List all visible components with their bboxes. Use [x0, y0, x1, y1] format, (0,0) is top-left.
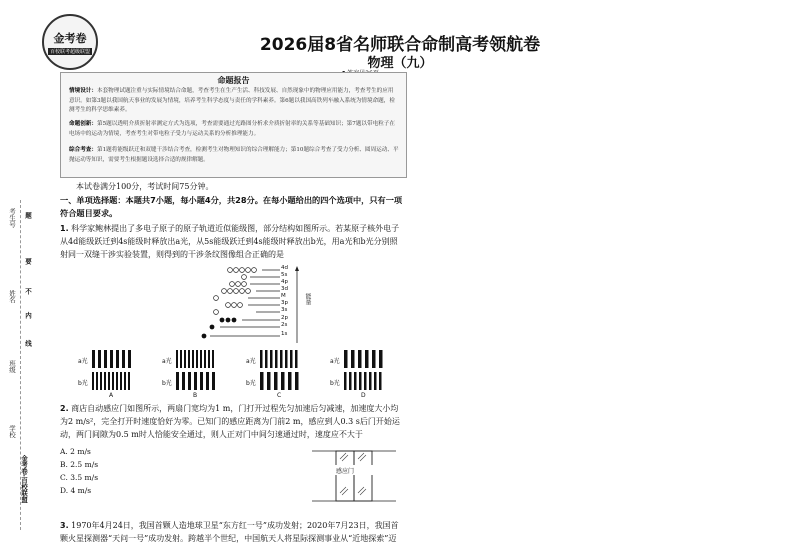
- question-text: 1970年4月24日，我国首颗人造地球卫星“东方红一号”成功发射；2020年7月23日，我国首颗火星探测器“天问一号”成功发射。跨越半个世纪，中国航天人将星际探测事业从“近地探索”迈: [60, 521, 399, 543]
- b-light-label: b光: [330, 380, 340, 387]
- door-panel-left: [336, 451, 354, 501]
- option-label: D: [361, 392, 366, 399]
- report-item-label: 命题创新：: [69, 121, 97, 127]
- filled-orbitals: [202, 318, 237, 339]
- level-label: 4p: [281, 279, 288, 285]
- fringe-options: [60, 350, 405, 400]
- question-3: [60, 519, 405, 545]
- a-light-label: a光: [162, 358, 172, 365]
- seal-char: 要: [24, 258, 32, 265]
- level-label: 3p: [281, 300, 288, 306]
- a-light-label: a光: [78, 358, 88, 365]
- sensor-door-diagram: [310, 445, 398, 505]
- choice-a: A. 2 m/s: [60, 447, 91, 456]
- section-title: 一、单项选择题：本题共7小题，每小题4分，共28分。在每小题给出的四个选项中，只有一项符合题目要求。: [60, 195, 403, 218]
- report-item-design: [69, 87, 399, 116]
- option-label: C: [277, 392, 282, 399]
- seal-char: 题: [24, 212, 32, 219]
- sidebar-school-label: 学校: [8, 425, 16, 438]
- level-lines: [210, 270, 280, 336]
- question-2: [60, 402, 405, 441]
- level-label: 3s: [281, 307, 288, 313]
- report-item-text: 第5题以透明介质折射率测定方式为选项，考查需要通过光路图分析求介质折射率的关系等基础知识；第7题以带电粒子在电场中的运动为情境，考查考生对带电粒子受力与运动关系的分析推理能力。: [69, 121, 395, 137]
- door-panel-right: [354, 451, 372, 501]
- report-item-text: 本套物理试题注重与实际情境结合命题，考查考生在生产生活、科技发展、自然现象中的物理应用能力，考查考生的应用意识。如第3题以我国航天事业的发展为情境，培养考生科学态度与责任的学科素养。第6题以我国高铁列车融入系统为情境命题，检测考生的科学思维素养。: [69, 88, 395, 114]
- score-line: 本试卷满分100分，考试时间75分钟。: [76, 182, 214, 191]
- report-item-label: 综合考查：: [69, 147, 97, 153]
- orbital-circles: [214, 268, 257, 315]
- level-label: 5s: [281, 272, 288, 278]
- choice-c: C. 3.5 m/s: [60, 473, 99, 482]
- b-light-label: b光: [246, 380, 256, 387]
- exam-title: 2026届8省名师联合命制高考领航卷: [259, 35, 541, 55]
- report-item-text: 第1题将能级跃迁和双缝干涉结合考查，检测考生对物理知识的综合理解能力；第10题综合考查了受力分析、圆周运动、平抛运动等知识，需要考生根据题设选择合适的规律解题。: [69, 147, 399, 163]
- fringe-pattern-d-top: [344, 350, 384, 368]
- report-item-label: 情境设计：: [69, 88, 97, 94]
- choice-b: B. 2.5 m/s: [60, 460, 99, 469]
- arrow-up-icon: [295, 266, 299, 271]
- report-title: 命题报告: [217, 76, 250, 85]
- question-number: 3.: [60, 521, 69, 530]
- option-label: A: [109, 392, 114, 399]
- level-label: M: [281, 293, 286, 299]
- report-item-comprehensive: [69, 146, 399, 165]
- option-label: B: [193, 392, 198, 399]
- fringe-pattern-c-bottom: [260, 372, 300, 390]
- question-text: 商店自动感应门如图所示，两扇门宽均为1 m，门打开过程先匀加速后匀减速，加速度大小均为2 m/s²，完全打开时速度恰好为零。已知门的感应距离为门前2 m，感应到人0.3 s后门开始运动，两门间隙为0.5 m时人恰能安全通过，则人正对门中间匀速通过时，速度应不大于: [60, 404, 400, 439]
- fringe-pattern-b-top: [176, 350, 216, 368]
- question-number: 1.: [60, 224, 69, 233]
- question-number: 2.: [60, 404, 69, 413]
- level-label: 1s: [281, 331, 288, 337]
- report-box: [60, 72, 407, 178]
- sidebar-brand: 金考卷·百校联盟: [20, 455, 28, 503]
- fringe-pattern-a-bottom: [92, 372, 132, 390]
- fringe-pattern-d-bottom: [344, 372, 384, 390]
- seal-char: 不: [24, 288, 32, 295]
- level-label: 2p: [281, 315, 288, 321]
- level-label: 3d: [281, 286, 288, 292]
- question-text: 科学家鲍林提出了多电子原子的原子轨道近似能级图，部分结构如图所示。若某原子核外电子从4d能级跃迁到4s能级时释放出a光，从5s能级跃迁到4s能级时释放出b光，用a光和b光分别照射同一双缝干涉实验装置，则得到的干涉条纹图像组合正确的是: [60, 224, 400, 259]
- logo-text: 金考卷: [53, 31, 87, 45]
- sidebar-ticket-label: 考生号: [8, 208, 16, 228]
- seal-char: 线: [24, 340, 32, 347]
- exam-subtitle: 物理（九）: [367, 56, 433, 71]
- sidebar-name-label: 姓名: [8, 290, 16, 303]
- report-item-innovation: [69, 120, 399, 139]
- fringe-pattern-a-top: [92, 350, 132, 368]
- b-light-label: b光: [78, 380, 88, 387]
- level-label: 2s: [281, 322, 288, 328]
- question-1: [60, 222, 405, 261]
- sidebar-class-label: 班级: [8, 360, 16, 373]
- energy-axis-label: 能量: [304, 293, 311, 305]
- energy-level-diagram: [200, 265, 310, 345]
- fringe-pattern-b-bottom: [176, 372, 216, 390]
- logo-subtext: 百校联考超级联盟: [49, 48, 90, 55]
- door-label: 感应门: [336, 468, 355, 475]
- choice-d: D. 4 m/s: [60, 486, 92, 495]
- seal-char: 内: [24, 312, 32, 319]
- b-light-label: b光: [162, 380, 172, 387]
- a-light-label: a光: [330, 358, 340, 365]
- a-light-label: a光: [246, 358, 256, 365]
- level-label: 4d: [281, 265, 288, 271]
- fringe-pattern-c-top: [260, 350, 300, 368]
